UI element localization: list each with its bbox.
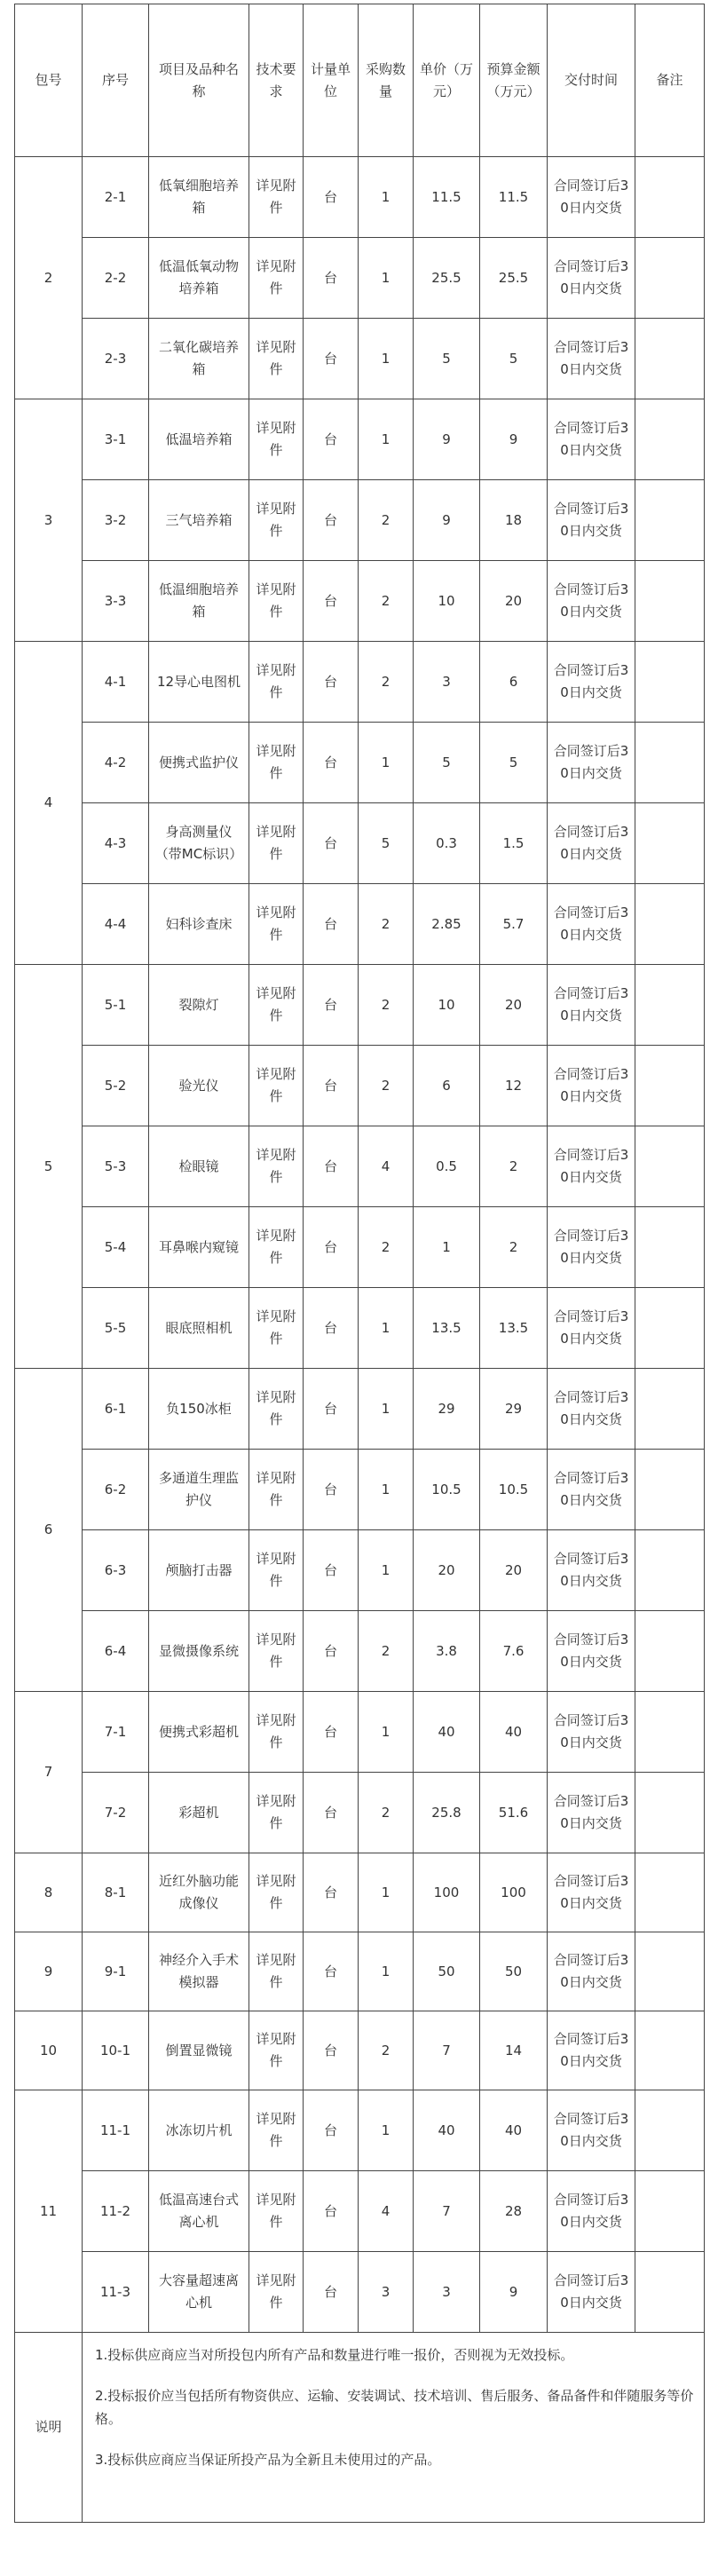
- cell-tech: 详见附件: [249, 1450, 304, 1530]
- cell-delivery: 合同签订后30日内交货: [548, 1692, 635, 1773]
- cell-qty: 2: [359, 561, 414, 642]
- cell-tech: 详见附件: [249, 1853, 304, 1932]
- cell-item: 神经介入手术模拟器: [149, 1932, 249, 2011]
- cell-pkg: 7: [15, 1692, 83, 1853]
- cell-remark: [635, 2090, 705, 2171]
- cell-qty: 2: [359, 1046, 414, 1126]
- cell-unit: 台: [304, 803, 359, 884]
- cell-unit: 台: [304, 1126, 359, 1207]
- cell-price: 7: [414, 2011, 480, 2090]
- cell-tech: 详见附件: [249, 1611, 304, 1692]
- cell-budget: 12: [480, 1046, 548, 1126]
- cell-unit: 台: [304, 1692, 359, 1773]
- cell-remark: [635, 1207, 705, 1288]
- cell-item: 冰冻切片机: [149, 2090, 249, 2171]
- cell-item: 近红外脑功能成像仪: [149, 1853, 249, 1932]
- table-row: [15, 238, 705, 319]
- table-row: [15, 1932, 705, 2011]
- cell-unit: 台: [304, 2171, 359, 2252]
- table-row: [15, 1207, 705, 1288]
- cell-seq: 6-2: [83, 1450, 149, 1530]
- cell-budget: 50: [480, 1932, 548, 2011]
- table-row: [15, 1853, 705, 1932]
- cell-item: 妇科诊查床: [149, 884, 249, 965]
- cell-qty: 1: [359, 399, 414, 480]
- cell-budget: 9: [480, 2252, 548, 2333]
- cell-seq: 11-1: [83, 2090, 149, 2171]
- cell-remark: [635, 480, 705, 561]
- cell-item: 12导心电图机: [149, 642, 249, 723]
- cell-tech: 详见附件: [249, 884, 304, 965]
- cell-delivery: 合同签订后30日内交货: [548, 2252, 635, 2333]
- cell-pkg: 11: [15, 2090, 83, 2333]
- cell-qty: 1: [359, 1288, 414, 1369]
- header-delivery: 交付时间: [548, 4, 635, 157]
- cell-delivery: 合同签订后30日内交货: [548, 1853, 635, 1932]
- cell-unit: 台: [304, 884, 359, 965]
- cell-unit: 台: [304, 2252, 359, 2333]
- cell-price: 40: [414, 1692, 480, 1773]
- table-row: [15, 2252, 705, 2333]
- cell-unit: 台: [304, 1450, 359, 1530]
- cell-qty: 1: [359, 157, 414, 238]
- cell-price: 9: [414, 480, 480, 561]
- cell-tech: 详见附件: [249, 965, 304, 1046]
- cell-item: 眼底照相机: [149, 1288, 249, 1369]
- cell-qty: 1: [359, 1932, 414, 2011]
- cell-seq: 5-2: [83, 1046, 149, 1126]
- table-row: [15, 480, 705, 561]
- cell-tech: 详见附件: [249, 561, 304, 642]
- cell-delivery: 合同签订后30日内交货: [548, 1207, 635, 1288]
- table-row: [15, 1046, 705, 1126]
- cell-price: 7: [414, 2171, 480, 2252]
- cell-delivery: 合同签订后30日内交货: [548, 2090, 635, 2171]
- cell-budget: 13.5: [480, 1288, 548, 1369]
- cell-delivery: 合同签订后30日内交货: [548, 1046, 635, 1126]
- cell-unit: 台: [304, 561, 359, 642]
- cell-price: 5: [414, 723, 480, 803]
- cell-pkg: 9: [15, 1932, 83, 2011]
- cell-item: 显微摄像系统: [149, 1611, 249, 1692]
- cell-budget: 11.5: [480, 157, 548, 238]
- cell-budget: 7.6: [480, 1611, 548, 1692]
- cell-delivery: 合同签订后30日内交货: [548, 1611, 635, 1692]
- cell-price: 10: [414, 561, 480, 642]
- cell-remark: [635, 238, 705, 319]
- cell-item: 低温细胞培养箱: [149, 561, 249, 642]
- cell-qty: 1: [359, 723, 414, 803]
- cell-seq: 8-1: [83, 1853, 149, 1932]
- cell-seq: 3-2: [83, 480, 149, 561]
- cell-item: 颅脑打击器: [149, 1530, 249, 1611]
- cell-budget: 20: [480, 561, 548, 642]
- cell-budget: 29: [480, 1369, 548, 1450]
- cell-tech: 详见附件: [249, 2011, 304, 2090]
- cell-price: 3: [414, 642, 480, 723]
- cell-delivery: 合同签订后30日内交货: [548, 2171, 635, 2252]
- cell-tech: 详见附件: [249, 2252, 304, 2333]
- note-row: [15, 2333, 705, 2523]
- cell-delivery: 合同签订后30日内交货: [548, 965, 635, 1046]
- cell-qty: 2: [359, 1773, 414, 1853]
- cell-delivery: 合同签订后30日内交货: [548, 1530, 635, 1611]
- cell-qty: 2: [359, 642, 414, 723]
- cell-remark: [635, 2011, 705, 2090]
- cell-price: 9: [414, 399, 480, 480]
- cell-unit: 台: [304, 1207, 359, 1288]
- cell-price: 40: [414, 2090, 480, 2171]
- cell-price: 1: [414, 1207, 480, 1288]
- table-row: [15, 157, 705, 238]
- cell-price: 13.5: [414, 1288, 480, 1369]
- cell-seq: 5-4: [83, 1207, 149, 1288]
- cell-seq: 7-1: [83, 1692, 149, 1773]
- cell-seq: 4-2: [83, 723, 149, 803]
- header-row: [15, 4, 705, 157]
- cell-budget: 25.5: [480, 238, 548, 319]
- cell-seq: 6-1: [83, 1369, 149, 1450]
- cell-tech: 详见附件: [249, 803, 304, 884]
- cell-qty: 4: [359, 1126, 414, 1207]
- cell-item: 彩超机: [149, 1773, 249, 1853]
- cell-qty: 4: [359, 2171, 414, 2252]
- cell-qty: 1: [359, 1369, 414, 1450]
- cell-unit: 台: [304, 238, 359, 319]
- table-row: [15, 1369, 705, 1450]
- cell-delivery: 合同签订后30日内交货: [548, 1369, 635, 1450]
- cell-seq: 6-3: [83, 1530, 149, 1611]
- cell-qty: 1: [359, 1692, 414, 1773]
- cell-budget: 20: [480, 965, 548, 1046]
- cell-budget: 2: [480, 1126, 548, 1207]
- cell-seq: 5-3: [83, 1126, 149, 1207]
- note-text: [83, 2333, 705, 2523]
- cell-seq: 11-2: [83, 2171, 149, 2252]
- table-row: [15, 642, 705, 723]
- cell-budget: 5: [480, 319, 548, 399]
- note-item: 1.投标供应商应当对所投包内所有产品和数量进行唯一报价，否则视为无效投标。: [95, 2347, 574, 2363]
- header-price: 单价（万元）: [414, 4, 480, 157]
- cell-remark: [635, 803, 705, 884]
- cell-tech: 详见附件: [249, 238, 304, 319]
- cell-pkg: 4: [15, 642, 83, 965]
- cell-delivery: 合同签订后30日内交货: [548, 1932, 635, 2011]
- cell-item: 大容量超速离心机: [149, 2252, 249, 2333]
- cell-qty: 2: [359, 1611, 414, 1692]
- cell-price: 0.5: [414, 1126, 480, 1207]
- cell-seq: 2-1: [83, 157, 149, 238]
- cell-seq: 7-2: [83, 1773, 149, 1853]
- cell-qty: 5: [359, 803, 414, 884]
- cell-unit: 台: [304, 1369, 359, 1450]
- cell-remark: [635, 965, 705, 1046]
- cell-item: 检眼镜: [149, 1126, 249, 1207]
- procurement-table: [14, 4, 705, 2523]
- cell-remark: [635, 1288, 705, 1369]
- cell-delivery: 合同签订后30日内交货: [548, 2011, 635, 2090]
- cell-seq: 4-3: [83, 803, 149, 884]
- cell-budget: 20: [480, 1530, 548, 1611]
- table-row: [15, 965, 705, 1046]
- cell-qty: 1: [359, 319, 414, 399]
- cell-seq: 6-4: [83, 1611, 149, 1692]
- cell-unit: 台: [304, 319, 359, 399]
- cell-tech: 详见附件: [249, 157, 304, 238]
- cell-qty: 1: [359, 1853, 414, 1932]
- cell-price: 0.3: [414, 803, 480, 884]
- cell-remark: [635, 1611, 705, 1692]
- cell-price: 5: [414, 319, 480, 399]
- cell-unit: 台: [304, 723, 359, 803]
- note-item: 2.投标报价应当包括所有物资供应、运输、安装调试、技术培训、售后服务、备品备件和伴随服务等价格。: [95, 2388, 694, 2427]
- cell-pkg: 2: [15, 157, 83, 399]
- cell-budget: 6: [480, 642, 548, 723]
- cell-budget: 18: [480, 480, 548, 561]
- table-row: [15, 884, 705, 965]
- cell-qty: 2: [359, 2011, 414, 2090]
- cell-unit: 台: [304, 480, 359, 561]
- table-row: [15, 803, 705, 884]
- cell-budget: 14: [480, 2011, 548, 2090]
- procurement-table-wrapper: [14, 4, 705, 2523]
- cell-budget: 5.7: [480, 884, 548, 965]
- header-remark: 备注: [635, 4, 705, 157]
- table-row: [15, 1611, 705, 1692]
- cell-delivery: 合同签订后30日内交货: [548, 399, 635, 480]
- cell-budget: 9: [480, 399, 548, 480]
- header-item: 项目及品种名称: [149, 4, 249, 157]
- cell-tech: 详见附件: [249, 642, 304, 723]
- cell-unit: 台: [304, 1288, 359, 1369]
- cell-remark: [635, 2252, 705, 2333]
- cell-item: 二氧化碳培养箱: [149, 319, 249, 399]
- header-qty: 采购数量: [359, 4, 414, 157]
- cell-remark: [635, 1450, 705, 1530]
- cell-seq: 5-5: [83, 1288, 149, 1369]
- header-pkg: 包号: [15, 4, 83, 157]
- cell-price: 10: [414, 965, 480, 1046]
- cell-seq: 5-1: [83, 965, 149, 1046]
- cell-price: 25.8: [414, 1773, 480, 1853]
- cell-price: 100: [414, 1853, 480, 1932]
- cell-budget: 40: [480, 1692, 548, 1773]
- cell-delivery: 合同签订后30日内交货: [548, 238, 635, 319]
- table-row: [15, 1530, 705, 1611]
- cell-delivery: 合同签订后30日内交货: [548, 1288, 635, 1369]
- cell-price: 6: [414, 1046, 480, 1126]
- cell-budget: 1.5: [480, 803, 548, 884]
- cell-unit: 台: [304, 1046, 359, 1126]
- cell-item: 身高测量仪（带MC标识）: [149, 803, 249, 884]
- cell-unit: 台: [304, 1932, 359, 2011]
- table-row: [15, 2090, 705, 2171]
- cell-delivery: 合同签订后30日内交货: [548, 1773, 635, 1853]
- table-row: [15, 399, 705, 480]
- cell-tech: 详见附件: [249, 1288, 304, 1369]
- header-budget: 预算金额（万元）: [480, 4, 548, 157]
- cell-unit: 台: [304, 965, 359, 1046]
- cell-unit: 台: [304, 1530, 359, 1611]
- cell-tech: 详见附件: [249, 2171, 304, 2252]
- cell-pkg: 10: [15, 2011, 83, 2090]
- cell-remark: [635, 561, 705, 642]
- cell-item: 负150冰柜: [149, 1369, 249, 1450]
- cell-seq: 2-3: [83, 319, 149, 399]
- cell-tech: 详见附件: [249, 723, 304, 803]
- cell-unit: 台: [304, 642, 359, 723]
- cell-tech: 详见附件: [249, 2090, 304, 2171]
- cell-item: 耳鼻喉内窥镜: [149, 1207, 249, 1288]
- cell-budget: 40: [480, 2090, 548, 2171]
- cell-tech: 详见附件: [249, 399, 304, 480]
- cell-delivery: 合同签订后30日内交货: [548, 480, 635, 561]
- cell-item: 倒置显微镜: [149, 2011, 249, 2090]
- cell-qty: 1: [359, 2090, 414, 2171]
- table-row: [15, 1288, 705, 1369]
- cell-tech: 详见附件: [249, 1046, 304, 1126]
- cell-seq: 9-1: [83, 1932, 149, 2011]
- note-item: 3.投标供应商应当保证所投产品为全新且未使用过的产品。: [95, 2452, 441, 2468]
- cell-unit: 台: [304, 2090, 359, 2171]
- cell-tech: 详见附件: [249, 1932, 304, 2011]
- cell-unit: 台: [304, 399, 359, 480]
- cell-qty: 2: [359, 480, 414, 561]
- cell-delivery: 合同签订后30日内交货: [548, 157, 635, 238]
- cell-remark: [635, 884, 705, 965]
- cell-qty: 2: [359, 965, 414, 1046]
- cell-remark: [635, 642, 705, 723]
- cell-budget: 10.5: [480, 1450, 548, 1530]
- cell-remark: [635, 399, 705, 480]
- cell-seq: 4-1: [83, 642, 149, 723]
- table-row: [15, 2011, 705, 2090]
- cell-delivery: 合同签订后30日内交货: [548, 723, 635, 803]
- cell-item: 便携式监护仪: [149, 723, 249, 803]
- cell-item: 低温低氧动物培养箱: [149, 238, 249, 319]
- cell-price: 29: [414, 1369, 480, 1450]
- cell-remark: [635, 1853, 705, 1932]
- cell-pkg: 3: [15, 399, 83, 642]
- cell-item: 低温高速台式离心机: [149, 2171, 249, 2252]
- cell-unit: 台: [304, 1773, 359, 1853]
- cell-tech: 详见附件: [249, 1530, 304, 1611]
- cell-qty: 1: [359, 1530, 414, 1611]
- cell-delivery: 合同签订后30日内交货: [548, 319, 635, 399]
- cell-price: 2.85: [414, 884, 480, 965]
- cell-qty: 2: [359, 1207, 414, 1288]
- table-row: [15, 319, 705, 399]
- table-row: [15, 561, 705, 642]
- cell-remark: [635, 157, 705, 238]
- cell-price: 25.5: [414, 238, 480, 319]
- cell-item: 便携式彩超机: [149, 1692, 249, 1773]
- cell-remark: [635, 1530, 705, 1611]
- cell-remark: [635, 1369, 705, 1450]
- cell-seq: 4-4: [83, 884, 149, 965]
- cell-delivery: 合同签订后30日内交货: [548, 803, 635, 884]
- cell-item: 裂隙灯: [149, 965, 249, 1046]
- cell-qty: 1: [359, 238, 414, 319]
- cell-price: 20: [414, 1530, 480, 1611]
- cell-tech: 详见附件: [249, 1207, 304, 1288]
- cell-price: 3: [414, 2252, 480, 2333]
- cell-unit: 台: [304, 157, 359, 238]
- cell-price: 11.5: [414, 157, 480, 238]
- cell-tech: 详见附件: [249, 480, 304, 561]
- cell-price: 50: [414, 1932, 480, 2011]
- cell-qty: 1: [359, 1450, 414, 1530]
- cell-price: 3.8: [414, 1611, 480, 1692]
- table-row: [15, 723, 705, 803]
- table-row: [15, 1692, 705, 1773]
- note-label: 说明: [15, 2333, 83, 2523]
- cell-item: 多通道生理监护仪: [149, 1450, 249, 1530]
- cell-seq: 3-1: [83, 399, 149, 480]
- cell-item: 低氧细胞培养箱: [149, 157, 249, 238]
- cell-item: 验光仪: [149, 1046, 249, 1126]
- cell-seq: 3-3: [83, 561, 149, 642]
- cell-delivery: 合同签订后30日内交货: [548, 561, 635, 642]
- cell-tech: 详见附件: [249, 1692, 304, 1773]
- table-row: [15, 1450, 705, 1530]
- cell-delivery: 合同签订后30日内交货: [548, 642, 635, 723]
- header-tech: 技术要求: [249, 4, 304, 157]
- cell-item: 三气培养箱: [149, 480, 249, 561]
- cell-tech: 详见附件: [249, 1369, 304, 1450]
- cell-tech: 详见附件: [249, 1126, 304, 1207]
- cell-unit: 台: [304, 1853, 359, 1932]
- header-seq: 序号: [83, 4, 149, 157]
- cell-delivery: 合同签订后30日内交货: [548, 1450, 635, 1530]
- cell-budget: 51.6: [480, 1773, 548, 1853]
- header-unit: 计量单位: [304, 4, 359, 157]
- table-row: [15, 2171, 705, 2252]
- cell-pkg: 8: [15, 1853, 83, 1932]
- cell-price: 10.5: [414, 1450, 480, 1530]
- cell-budget: 28: [480, 2171, 548, 2252]
- cell-remark: [635, 2171, 705, 2252]
- cell-qty: 3: [359, 2252, 414, 2333]
- cell-item: 低温培养箱: [149, 399, 249, 480]
- cell-delivery: 合同签订后30日内交货: [548, 884, 635, 965]
- cell-budget: 2: [480, 1207, 548, 1288]
- cell-unit: 台: [304, 2011, 359, 2090]
- cell-remark: [635, 1932, 705, 2011]
- table-row: [15, 1126, 705, 1207]
- cell-delivery: 合同签订后30日内交货: [548, 1126, 635, 1207]
- cell-tech: 详见附件: [249, 1773, 304, 1853]
- cell-remark: [635, 723, 705, 803]
- cell-budget: 100: [480, 1853, 548, 1932]
- cell-tech: 详见附件: [249, 319, 304, 399]
- cell-remark: [635, 1046, 705, 1126]
- cell-remark: [635, 1692, 705, 1773]
- cell-budget: 5: [480, 723, 548, 803]
- cell-seq: 11-3: [83, 2252, 149, 2333]
- cell-seq: 2-2: [83, 238, 149, 319]
- cell-remark: [635, 1773, 705, 1853]
- cell-pkg: 6: [15, 1369, 83, 1692]
- cell-unit: 台: [304, 1611, 359, 1692]
- table-row: [15, 1773, 705, 1853]
- cell-seq: 10-1: [83, 2011, 149, 2090]
- cell-remark: [635, 319, 705, 399]
- cell-remark: [635, 1126, 705, 1207]
- cell-qty: 2: [359, 884, 414, 965]
- cell-pkg: 5: [15, 965, 83, 1369]
